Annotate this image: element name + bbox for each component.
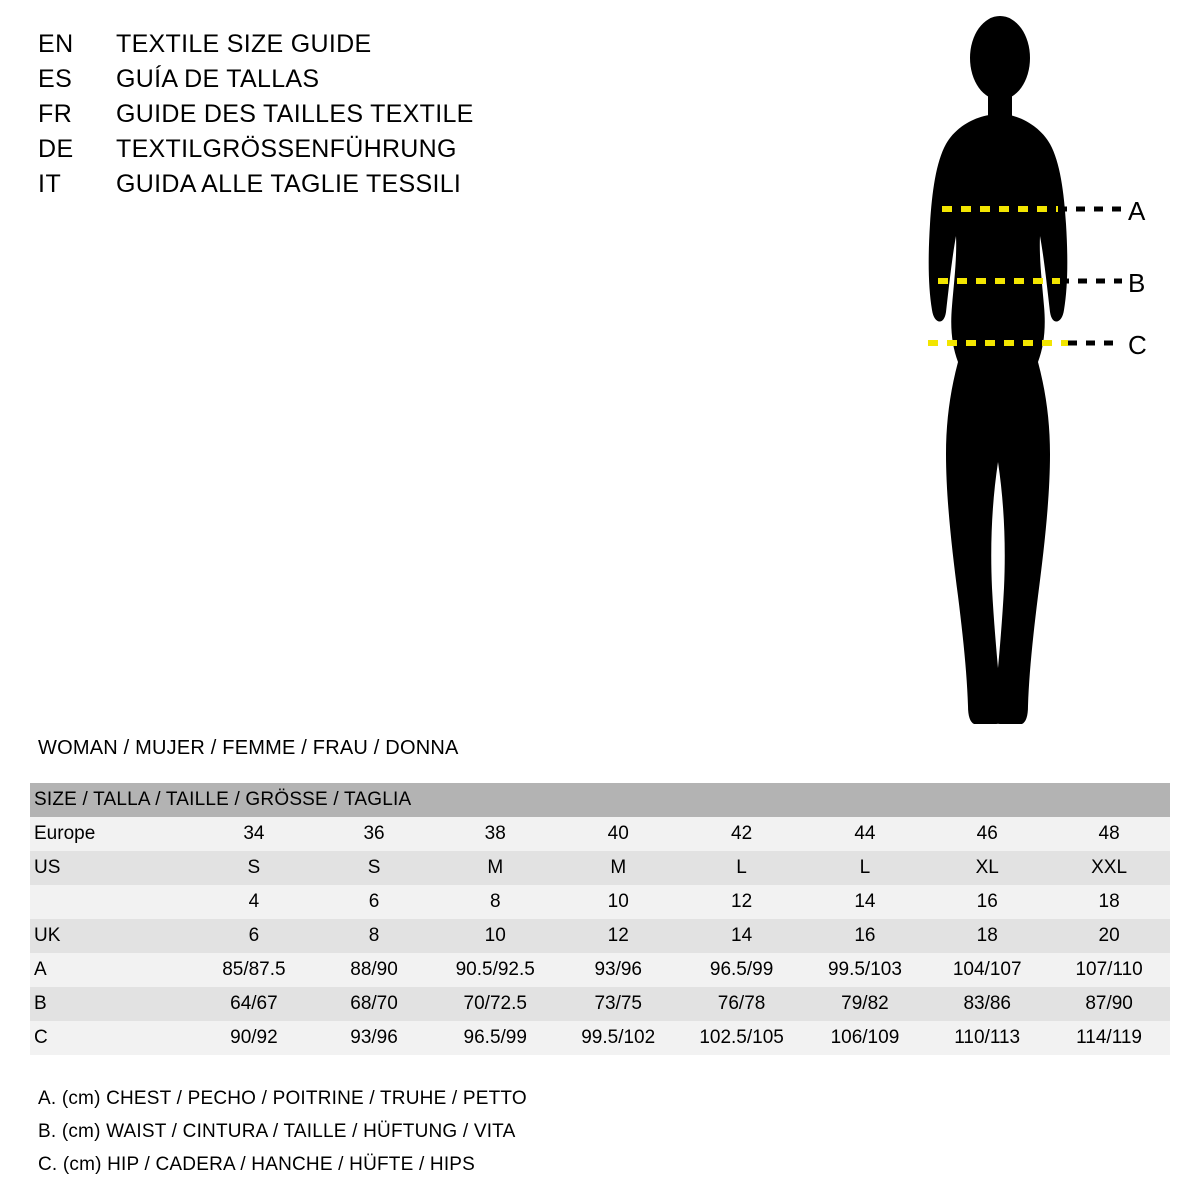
table-row: [30, 987, 1170, 1021]
row-label: A: [34, 959, 47, 980]
language-row: [38, 135, 658, 164]
table-cell: 8: [489, 891, 501, 912]
table-cell: XXL: [1091, 857, 1128, 878]
table-cell: 4: [248, 891, 260, 912]
table-cell: 68/70: [350, 993, 398, 1014]
language-title: GUÍA DE TALLAS: [116, 65, 320, 93]
row-label: B: [34, 993, 47, 1014]
table-cell: 10: [607, 891, 629, 912]
table-cell: 16: [854, 925, 876, 946]
table-cell: 48: [1098, 823, 1120, 844]
table-cell: 12: [607, 925, 629, 946]
marker-label-a: A: [1128, 196, 1146, 226]
language-row: [38, 170, 658, 199]
language-row: [38, 100, 658, 129]
table-cell: 16: [976, 891, 998, 912]
table-row: [30, 851, 1170, 885]
row-label: Europe: [34, 823, 96, 844]
table-cell: 46: [976, 823, 998, 844]
table-cell: 85/87.5: [222, 959, 286, 980]
marker-label-b: B: [1128, 268, 1146, 298]
measurement-legend: [38, 1088, 527, 1187]
table-cell: 93/96: [350, 1027, 398, 1048]
table-cell: 76/78: [717, 993, 766, 1014]
table-cell: 93/96: [594, 959, 642, 980]
language-code: IT: [38, 170, 62, 198]
row-label: UK: [34, 925, 61, 946]
table-cell: 96.5/99: [463, 1027, 527, 1048]
table-cell: M: [610, 857, 627, 878]
table-cell: 104/107: [952, 959, 1022, 980]
table-cell: 6: [368, 891, 380, 912]
language-code: FR: [38, 100, 73, 128]
table-section-title: WOMAN / MUJER / FEMME / FRAU / DONNA: [38, 737, 459, 759]
language-code: ES: [38, 65, 73, 93]
language-code: DE: [38, 135, 74, 163]
legend-item-chest: A. (cm) CHEST / PECHO / POITRINE / TRUHE / PETTO: [38, 1088, 527, 1109]
language-row: [38, 65, 658, 94]
table-cell: 88/90: [350, 959, 398, 980]
table-cell: 96.5/99: [709, 959, 774, 980]
table-cell: 12: [731, 891, 753, 912]
language-title: GUIDE DES TAILLES TEXTILE: [116, 100, 474, 128]
table-cell: 90/92: [230, 1027, 278, 1048]
table-cell: S: [247, 857, 261, 878]
table-cell: 107/110: [1075, 959, 1143, 980]
table-cell: 42: [731, 823, 753, 844]
table-cell: 79/82: [841, 993, 889, 1014]
table-cell: XL: [975, 857, 999, 878]
table-cell: 99.5/103: [827, 959, 902, 980]
legend-item-hip: C. (cm) HIP / CADERA / HANCHE / HÜFTE / HIPS: [38, 1154, 476, 1175]
table-cell: S: [367, 857, 381, 878]
language-title-list: [38, 30, 658, 205]
row-label: [30, 885, 193, 919]
table-row: [30, 885, 1170, 919]
table-cell: 102.5/105: [699, 1027, 784, 1048]
legend-item-waist: B. (cm) WAIST / CINTURA / TAILLE / HÜFTUNG / VITA: [38, 1121, 516, 1142]
table-row: [30, 817, 1170, 851]
table-cell: 6: [248, 925, 260, 946]
language-title: GUIDA ALLE TAGLIE TESSILI: [116, 170, 462, 198]
marker-label-c: C: [1128, 330, 1147, 360]
table-row: [30, 919, 1170, 953]
table-cell: 110/113: [954, 1027, 1021, 1048]
table-cell: M: [487, 857, 504, 878]
table-header-row: [30, 783, 1170, 817]
table-cell: 40: [607, 823, 629, 844]
table-cell: 87/90: [1085, 993, 1133, 1014]
table-cell: 14: [854, 891, 876, 912]
table-header-label: SIZE / TALLA / TAILLE / GRÖSSE / TAGLIA: [34, 789, 412, 810]
language-title: TEXTILGRÖSSENFÜHRUNG: [116, 135, 457, 163]
table-cell: 64/67: [230, 993, 278, 1014]
table-cell: 83/86: [963, 993, 1011, 1014]
table-cell: 14: [731, 925, 753, 946]
table-cell: L: [859, 857, 871, 878]
body-measurement-figure: [860, 10, 1190, 750]
table-cell: 70/72.5: [463, 993, 527, 1014]
table-cell: 10: [484, 925, 506, 946]
table-cell: 73/75: [594, 993, 642, 1014]
table-cell: 8: [368, 925, 380, 946]
table-cell: 36: [363, 823, 385, 844]
table-cell: 34: [243, 823, 265, 844]
row-label: C: [34, 1027, 48, 1048]
table-row: [30, 1021, 1170, 1055]
row-label: US: [34, 857, 61, 878]
table-cell: 38: [484, 823, 506, 844]
language-title: TEXTILE SIZE GUIDE: [116, 30, 372, 58]
table-cell: 114/119: [1076, 1027, 1143, 1048]
table-cell: 18: [1098, 891, 1120, 912]
table-cell: L: [736, 857, 747, 878]
language-code: EN: [38, 30, 74, 58]
table-row: [30, 953, 1170, 987]
table-cell: 106/109: [830, 1027, 900, 1048]
female-silhouette-icon: [860, 10, 1190, 750]
table-cell: 99.5/102: [581, 1027, 656, 1048]
size-table: [30, 783, 1170, 1055]
table-cell: 18: [976, 925, 998, 946]
language-row: [38, 30, 658, 59]
table-cell: 44: [854, 823, 876, 844]
table-cell: 90.5/92.5: [455, 959, 535, 980]
table-cell: 20: [1098, 925, 1120, 946]
